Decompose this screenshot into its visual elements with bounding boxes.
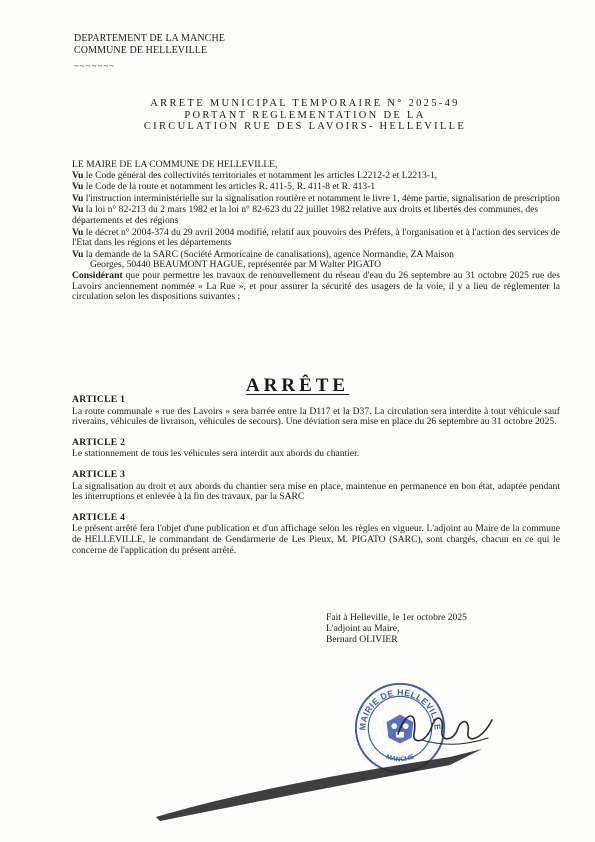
vu-list: [72, 171, 560, 249]
signatory-name: Bernard OLIVIER: [326, 634, 398, 645]
article-title: ARTICLE 3: [72, 468, 126, 480]
svg-text:MANCHE: MANCHE: [384, 753, 416, 764]
decree-title-line-2: PORTANT REGLEMENTATION DE LA: [184, 109, 426, 121]
signature-role: L'adjoint au Maire,: [326, 623, 400, 634]
vu-item: Vu le décret n° 2004-374 du 29 avril 2004 modifié, relatif aux pouvoirs des Préfets, à l'organisation et à l'action des services de l'Etat dans les régions et les départements: [72, 226, 560, 249]
vu-item: Vu l'instruction interministérielle sur la signalisation routière et notamment le livre 1, 4ème partie, signalisation de prescription: [72, 192, 560, 204]
article-title: ARTICLE 1: [72, 394, 126, 405]
signature-place-date: Fait à Helleville, le 1er octobre 2025: [326, 612, 467, 623]
article-3: [72, 470, 560, 503]
article-1: [72, 395, 560, 428]
vu-item: Vu le Code général des collectivités territoriales et notamment les articles L2212-2 et L2213-1,: [72, 169, 438, 181]
mayor-intro: LE MAIRE DE LA COMMUNE DE HELLEVILLE,: [72, 159, 278, 170]
arrete-heading: ARRÊTE: [245, 375, 350, 396]
article-2: [72, 438, 560, 460]
article-text: Le présent arrêté fera l'objet d'une publication et d'un affichage selon les règles en vigueur. L'adjoint au Maire de la commune de HELLEVILLE, le commandant de Gendarmerie de Les Pieux, M. PIGATO (SARC), sont chargés, chacun en ce qui le concerne de l'application du présent arrêté.: [72, 523, 560, 556]
commune-name: COMMUNE DE HELLEVILLE: [74, 45, 208, 56]
considering-paragraph: Considérant que pour permettre les travaux de renouvellement du réseau d'eau du 26 septembre au 31 octobre 2025 rue des Lavoirs anciennement nommée « La Rue », et pour assurer la sécurité des usagers de la voie, il y a lieu de réglementer la circulation selon les dispositions suivantes ;: [72, 269, 560, 303]
vu-item: Vu le Code de la route et notamment les articles R. 411-5, R. 411-8 et R. 413-1: [72, 181, 376, 193]
articles-section: [72, 395, 560, 566]
signature-block: [326, 612, 467, 645]
document-header: [74, 33, 225, 72]
svg-text:MAIRIE DE HELLEVILLE: MAIRIE DE HELLEVILLE: [357, 687, 443, 731]
decree-title-line-3: CIRCULATION RUE DES LAVOIRS- HELLEVILLE: [143, 121, 467, 132]
article-text: La signalisation au droit et aux abords du chantier sera mise en place, maintenue en permanence en bon état, adaptée pendant les interruptions et enlevée à la fin des travaux, par la SARC: [72, 480, 560, 503]
pen-mark-icon: [150, 735, 490, 825]
department-name: DEPARTEMENT DE LA MANCHE: [74, 33, 225, 44]
article-title: ARTICLE 4: [72, 511, 126, 523]
decree-title: [60, 98, 550, 133]
vu-item: Vu la loi n° 82-213 du 2 mars 1982 et la loi n° 82-623 du 22 juillet 1982 relative aux droits et libertés des communes, des départements et des régions: [72, 204, 539, 226]
sarc-request: Vu la demande de la SARC (Société Armoricaine de canalisations), agence Normandie, ZA Maison Georges, 50440 BEAUMONT HAGUE, représentée par M Walter PIGATO: [72, 248, 454, 271]
header-separator: ~~~~~~~: [74, 61, 116, 71]
article-text: La route communale « rue des Lavoirs » sera barrée entre la D117 et la D37. La circulation sera interdite à tout véhicule sauf riverains, véhicules de livraison, véhicules de secours). Une déviation sera mise en place du 26 septembre au 31 octobre 2025.: [72, 405, 560, 428]
article-4: [72, 513, 560, 556]
article-title: ARTICLE 2: [72, 436, 126, 448]
decree-title-line-1: ARRETE MUNICIPAL TEMPORAIRE N° 2025-49: [150, 98, 460, 109]
article-text: Le stationnement de tous les véhicules sera interdit aux abords du chantier.: [72, 448, 360, 460]
decree-preamble: [72, 160, 560, 303]
